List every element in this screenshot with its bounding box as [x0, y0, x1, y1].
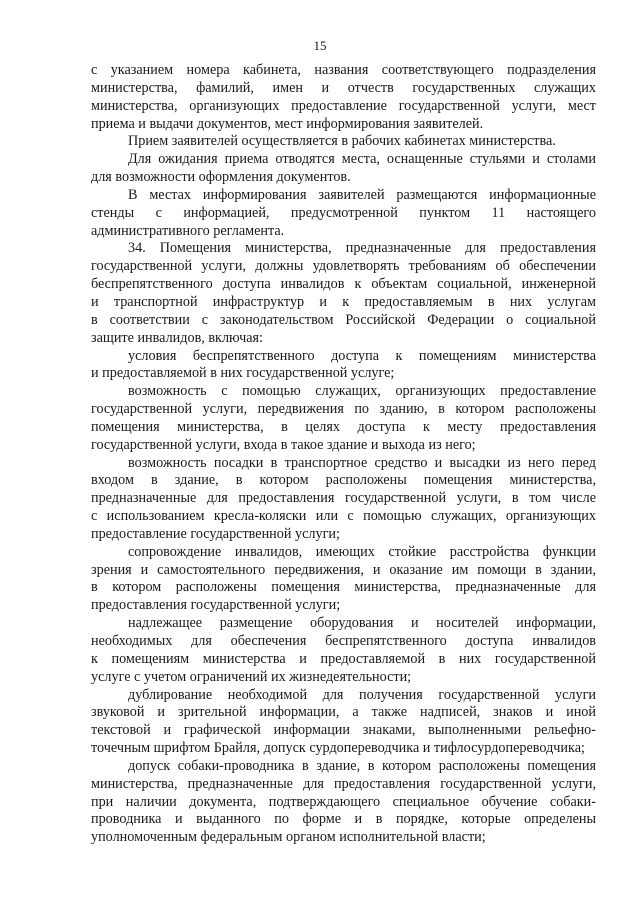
- text-line: административного регламента.: [91, 222, 285, 239]
- text-line: с использованием кресла-коляски или с помощью служащих, организующих: [91, 508, 596, 525]
- text-line: при наличии документа, подтверждающего специальное обучение собаки-: [91, 793, 596, 810]
- text-line: защите инвалидов, включая:: [91, 329, 263, 346]
- text-line: сопровождение инвалидов, имеющих стойкие расстройства функции: [128, 543, 596, 560]
- text-line: текстовой и графической информации знаками, выполненными рельефно-: [91, 722, 596, 739]
- text-line: 34. Помещения министерства, предназначенные для предоставления: [128, 240, 596, 257]
- text-line: и предоставляемой в них государственной услуге;: [91, 365, 395, 382]
- text-line: министерства, фамилий, имен и отчеств государственных служащих: [91, 79, 596, 96]
- page-number: 15: [313, 38, 327, 53]
- text-line: точечным шрифтом Брайля, допуск сурдопереводчика и тифлосурдопереводчика;: [91, 740, 585, 757]
- text-line: беспрепятственного доступа инвалидов к объектам социальной, инженерной: [91, 276, 596, 293]
- text-line: к помещениям министерства и предоставляемой в них государственной: [91, 650, 596, 667]
- text-line: дублирование необходимой для получения государственной услуги: [128, 686, 596, 703]
- text-line: звуковой и зрительной информации, а также надписей, знаков и иной: [91, 704, 596, 721]
- text-line: государственной услуги, входа в такое здание и выхода из него;: [91, 436, 476, 453]
- text-line: государственной услуги, передвижения по зданию, в котором расположены: [91, 401, 596, 418]
- text-line: надлежащее размещение оборудования и носителей информации,: [128, 615, 596, 632]
- document-body-text: [91, 62, 596, 847]
- text-line: с указанием номера кабинета, названия соответствующего подразделения: [91, 62, 596, 78]
- text-line: помещения министерства, в целях доступа к месту предоставления: [91, 418, 596, 435]
- text-line: и транспортной инфраструктур и к предоставляемым в них услугам: [91, 293, 596, 310]
- text-line: приема и выдачи документов, мест информирования заявителей.: [91, 115, 484, 132]
- text-line: возможность с помощью служащих, организующих предоставление: [128, 383, 596, 400]
- text-line: проводника и выданного по форме и в порядке, которые определены: [91, 811, 596, 828]
- text-line: для возможности оформления документов.: [91, 169, 351, 186]
- text-line: министерства, организующих предоставление государственной услуги, мест: [91, 97, 596, 114]
- text-line: в котором расположены помещения министерства, предназначенные для: [91, 579, 596, 596]
- text-line: в соответствии с законодательством Российской Федерации о социальной: [91, 311, 596, 328]
- text-line: необходимых для обеспечения беспрепятственного доступа инвалидов: [91, 633, 596, 649]
- text-line: допуск собаки-проводника в здание, в котором расположены помещения: [128, 757, 596, 774]
- text-line: Для ожидания приема отводятся места, оснащенные стульями и столами: [128, 151, 596, 168]
- text-line: предназначенные для предоставления государственной услуги, в том числе: [91, 490, 596, 507]
- text-line: предоставление государственной услуги;: [91, 525, 340, 542]
- text-line: Прием заявителей осуществляется в рабочих кабинетах министерства.: [128, 133, 556, 150]
- text-line: предоставления государственной услуги;: [91, 597, 341, 614]
- text-line: возможность посадки в транспортное средство и высадки из него перед: [128, 454, 596, 471]
- text-line: услуге с учетом ограничений их жизнедеятельности;: [91, 668, 412, 685]
- text-line: министерства, предназначенные для предоставления государственной услуги,: [91, 775, 596, 792]
- text-line: уполномоченным федеральным органом исполнительной власти;: [91, 829, 486, 846]
- text-line: условия беспрепятственного доступа к помещениям министерства: [128, 347, 596, 364]
- text-line: В местах информирования заявителей размещаются информационные: [128, 186, 596, 203]
- text-line: входом в здание, в котором расположены помещения министерства,: [91, 472, 596, 489]
- text-line: стенды с информацией, предусмотренной пунктом 11 настоящего: [91, 204, 596, 221]
- text-line: государственной услуги, должны удовлетворять требованиям об обеспечении: [91, 258, 596, 275]
- text-line: зрения и самостоятельного передвижения, и оказание им помощи в здании,: [91, 561, 596, 578]
